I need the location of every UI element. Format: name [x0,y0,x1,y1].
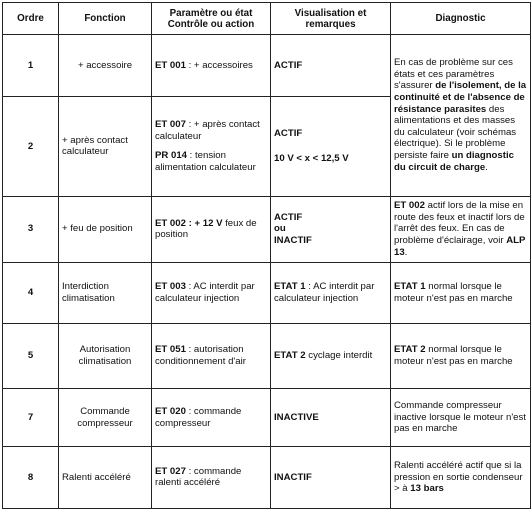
visu-text: INACTIF [274,235,312,246]
cell-ordre: 4 [3,262,59,323]
header-diagnostic: Diagnostic [391,3,531,35]
cell-diagnostic [391,323,531,388]
diag-text-bold: 13 bars [410,483,444,495]
header-visualisation [271,3,391,35]
cell-parametre [152,196,271,262]
cell-diagnostic [391,389,531,447]
visu-text: ACTIF [274,127,303,139]
cell-ordre: 1 [3,35,59,97]
param-code: PR 014 [155,150,187,162]
visu-text: cyclage interdit [305,350,373,362]
cell-ordre: 2 [3,97,59,197]
cell-fonction: Commande compresseur [59,389,152,447]
param-text: : autorisation conditionnement d'air [155,344,246,367]
header-parametre [152,3,271,35]
header-ordre: Ordre [3,3,59,35]
diag-text: normal lorsque le moteur n'est pas en marche [394,344,513,367]
diag-text: En cas de problème sur ces états et ces paramètres s'assurer [394,57,513,92]
cell-visualisation [271,446,391,508]
diag-text: Ralenti accéléré actif que si la pression en sortie condenseur > à [394,460,523,495]
cell-visualisation [271,35,391,97]
diag-text-bold: de l'isolement, de la continuité et de l'absence de résistance parasites [394,80,527,115]
cell-visualisation [271,196,391,262]
cell-ordre: 3 [3,196,59,262]
cell-diagnostic [391,262,531,323]
cell-parametre [152,446,271,508]
param-text: : commande ralenti accéléré [155,465,242,489]
diagnostic-table [2,2,531,509]
table-row [3,35,531,97]
diag-text: normal lorsque le moteur n'est pas en marche [394,281,513,304]
cell-fonction: Autorisation climatisation [59,323,152,388]
diag-text: . [404,246,408,258]
cell-fonction: Interdiction climatisation [59,262,152,323]
param-code: ET 002 [155,217,186,229]
header-visualisation-line2: remarques [305,18,356,30]
header-parametre-line1: Paramètre ou état [169,7,253,19]
header-visualisation-line1: Visualisation et [294,7,367,19]
visu-text: INACTIVE [274,411,319,423]
visu-text: ou [274,223,286,235]
table-row [3,262,531,323]
param-code: ET 007 [155,119,186,131]
param-entry [155,119,267,142]
cell-fonction: Ralenti accéléré [59,446,152,508]
diag-text-bold: ALP 13 [394,235,526,258]
cell-fonction: + accessoire [59,35,152,97]
cell-ordre: 7 [3,389,59,447]
table-row [3,323,531,388]
param-code: ET 027 [155,465,186,477]
cell-visualisation [271,323,391,388]
cell-parametre [152,35,271,97]
param-text: : AC interdit par calculateur injection [155,281,255,304]
cell-diagnostic [391,446,531,508]
cell-parametre [152,97,271,197]
cell-fonction: + après contact calculateur [59,97,152,197]
param-text: : commande compresseur [155,405,242,429]
diag-text-bold: ETAT 1 [394,281,426,293]
visu-text: INACTIF [274,471,312,483]
param-text: feux de position [155,217,257,241]
cell-diagnostic [391,196,531,262]
cell-parametre [152,262,271,323]
cell-ordre: 5 [3,323,59,388]
cell-parametre [152,389,271,447]
cell-diagnostic-shared [391,35,531,197]
diag-text: des alimentations et des masses du calculateur (voir schémas électrique). Si le problème persiste faire [394,103,517,162]
diag-text-bold: ET 002 [394,200,425,212]
cell-ordre: 8 [3,446,59,508]
diag-text: . [485,161,488,173]
param-text: : tension alimentation calculateur [155,150,256,173]
param-code: ET 020 [155,405,186,417]
param-text: : + après contact calculateur [155,119,260,142]
param-entry [155,150,267,173]
visu-text: ACTIF [274,211,303,223]
diag-text: Commande compresseur inactive lorsque le moteur n'est pas en marche [394,400,526,435]
cell-visualisation [271,97,391,197]
diag-text-bold: ETAT 2 [394,344,426,356]
table-row [3,446,531,508]
cell-parametre [152,323,271,388]
diag-text: actif lors de la mise en route des feux et inactif lors de l'arrêt des feux. En cas de problème d'éclairage, voir [394,200,525,246]
visu-text: 10 V < x < 12,5 V [274,153,349,165]
cell-visualisation [271,389,391,447]
table-row [3,196,531,262]
param-text-bold: : + 12 V [185,217,223,229]
header-fonction: Fonction [59,3,152,35]
visu-text-bold: ETAT 2 [274,350,306,362]
visu-text-bold: ETAT 1 [274,281,306,293]
diag-text-bold: un diagnostic du circuit de charge [394,150,514,173]
header-parametre-line2: Contrôle ou action [167,18,255,30]
cell-fonction: + feu de position [59,196,152,262]
header-row [3,3,531,35]
param-code: ET 051 [155,344,186,356]
param-code: ET 001 [155,59,186,71]
param-text: : + accessoires [185,59,253,71]
visu-text: ACTIF [274,59,303,71]
table-row [3,389,531,447]
param-code: ET 003 [155,281,186,293]
visu-text: : AC interdit par calculateur injection [274,281,375,304]
cell-visualisation [271,262,391,323]
